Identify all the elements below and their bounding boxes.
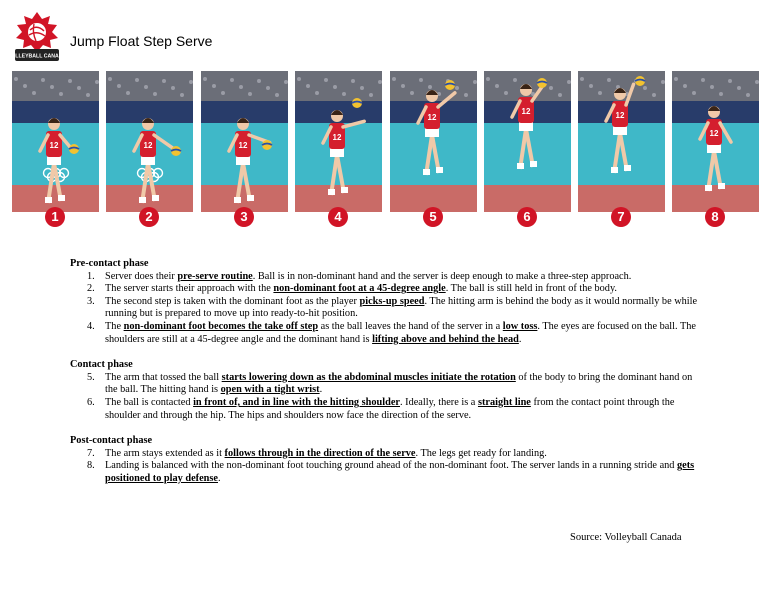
jersey-number: 12	[49, 141, 59, 150]
step-text: . The legs get ready for landing.	[415, 447, 547, 459]
frame-number-badge: 2	[139, 207, 159, 227]
step-text: . Ideally, there is a	[400, 396, 478, 408]
jersey-number: 12	[238, 141, 248, 150]
step-text: The second step is taken with the dominant foot as the player	[105, 295, 360, 307]
source-credit: Source: Volleyball Canada	[570, 532, 682, 543]
jersey-number: 12	[615, 111, 625, 120]
frame-number-badge: 7	[611, 207, 631, 227]
step-text: from the contact point through the shoulder and through the hip. The hips and shoulders now face the direction of the serve.	[105, 396, 675, 421]
step-number: 4.	[87, 320, 95, 332]
logo-text: VOLLEYBALL CANADA	[7, 53, 67, 60]
step-text: as the ball leaves the hand of the server in a	[318, 320, 503, 332]
step-text: Server does their	[105, 270, 178, 282]
step-number: 3.	[87, 295, 95, 307]
serve-phase-description	[70, 258, 700, 499]
step-text: .	[218, 472, 221, 484]
key-point-text: gets positioned to play defense	[105, 460, 695, 484]
step-text: . The ball is still held in front of the body.	[445, 283, 617, 295]
phase-heading: Post-contact phase	[70, 435, 153, 447]
step-item	[70, 271, 700, 284]
frame-number-badge: 4	[328, 207, 348, 227]
step-text: .	[319, 384, 323, 396]
phase-section	[70, 435, 700, 485]
step-item	[70, 397, 700, 422]
step-text: The	[105, 320, 124, 332]
jersey-number: 12	[521, 107, 531, 116]
phase-heading: Pre-contact phase	[70, 258, 149, 269]
volleyball-canada-logo	[7, 10, 67, 62]
step-text: The arm that tossed the ball	[105, 371, 222, 383]
step-text: . Ball is in non-dominant hand and the server is deep enough to make a three-step approach.	[252, 270, 632, 282]
step-text: . The eyes are focused on the ball. The shoulders are still at a 45-degree angle and the dominant hand is	[105, 320, 696, 345]
frame-number-badge: 5	[423, 207, 443, 227]
key-point-text: picks-up speed	[359, 295, 425, 307]
serve-photo-sequence	[12, 71, 757, 231]
key-point-text: follows through in the direction of the serve	[224, 447, 416, 459]
step-text: The server starts their approach with the	[105, 283, 274, 295]
step-text: The ball is contacted	[105, 396, 194, 408]
key-point-text: in front of, and in line with the hitting shoulder	[193, 396, 400, 408]
phase-heading: Contact phase	[70, 359, 133, 371]
key-point-text: straight line	[477, 396, 531, 408]
serve-frame-photo	[672, 71, 759, 212]
step-number: 5.	[87, 371, 95, 383]
step-text: The arm stays extended as it	[105, 447, 225, 459]
key-point-text: open with a tight wrist	[220, 384, 320, 396]
frame-number-badge: 1	[45, 207, 65, 227]
step-number: 1.	[87, 270, 95, 282]
frame-number-badge: 3	[234, 207, 254, 227]
key-point-text: low toss	[502, 320, 538, 332]
jersey-number: 12	[709, 129, 719, 138]
jersey-number: 12	[143, 141, 153, 150]
frame-number-badge: 6	[517, 207, 537, 227]
step-number: 8.	[87, 460, 95, 472]
step-item	[70, 460, 700, 485]
serve-frame-photo	[295, 71, 382, 212]
jersey-number: 12	[332, 133, 342, 142]
serve-frame-photo	[578, 71, 665, 212]
key-point-text: pre-serve routine	[177, 270, 253, 282]
frame-number-badge: 8	[705, 207, 725, 227]
step-number: 2.	[87, 283, 95, 295]
phase-section	[70, 258, 700, 346]
step-number: 7.	[87, 447, 95, 459]
step-text: .	[518, 333, 522, 345]
page-title: Jump Float Step Serve	[70, 33, 213, 49]
step-text: Landing is balanced with the non-dominant foot touching ground ahead of the non-dominant foot. The server lands in a running stride and	[105, 460, 678, 472]
serve-frame-photo	[390, 71, 477, 212]
step-item	[70, 296, 700, 321]
phase-section	[70, 359, 700, 422]
step-text: . The hitting arm is behind the body as it would normally be while running but is prepared to move up into ready-to-hit position.	[105, 295, 698, 320]
step-item	[70, 372, 700, 397]
step-item	[70, 448, 700, 461]
key-point-text: starts lowering down as the abdominal muscles initiate the rotation	[221, 371, 516, 383]
serve-frame-photo	[201, 71, 288, 212]
jersey-number: 12	[427, 113, 437, 122]
key-point-text: non-dominant foot becomes the take off step	[123, 320, 319, 332]
serve-frame-photo	[12, 71, 99, 212]
key-point-text: lifting above and behind the head	[372, 333, 519, 345]
step-number: 6.	[87, 396, 95, 408]
key-point-text: non-dominant foot at a 45-degree angle	[273, 283, 446, 295]
serve-frame-photo	[484, 71, 571, 212]
step-item	[70, 283, 700, 296]
serve-frame-photo	[106, 71, 193, 212]
step-item	[70, 321, 700, 346]
step-text: of the body to bring the dominant hand on the ball. The hitting hand is	[105, 371, 693, 396]
